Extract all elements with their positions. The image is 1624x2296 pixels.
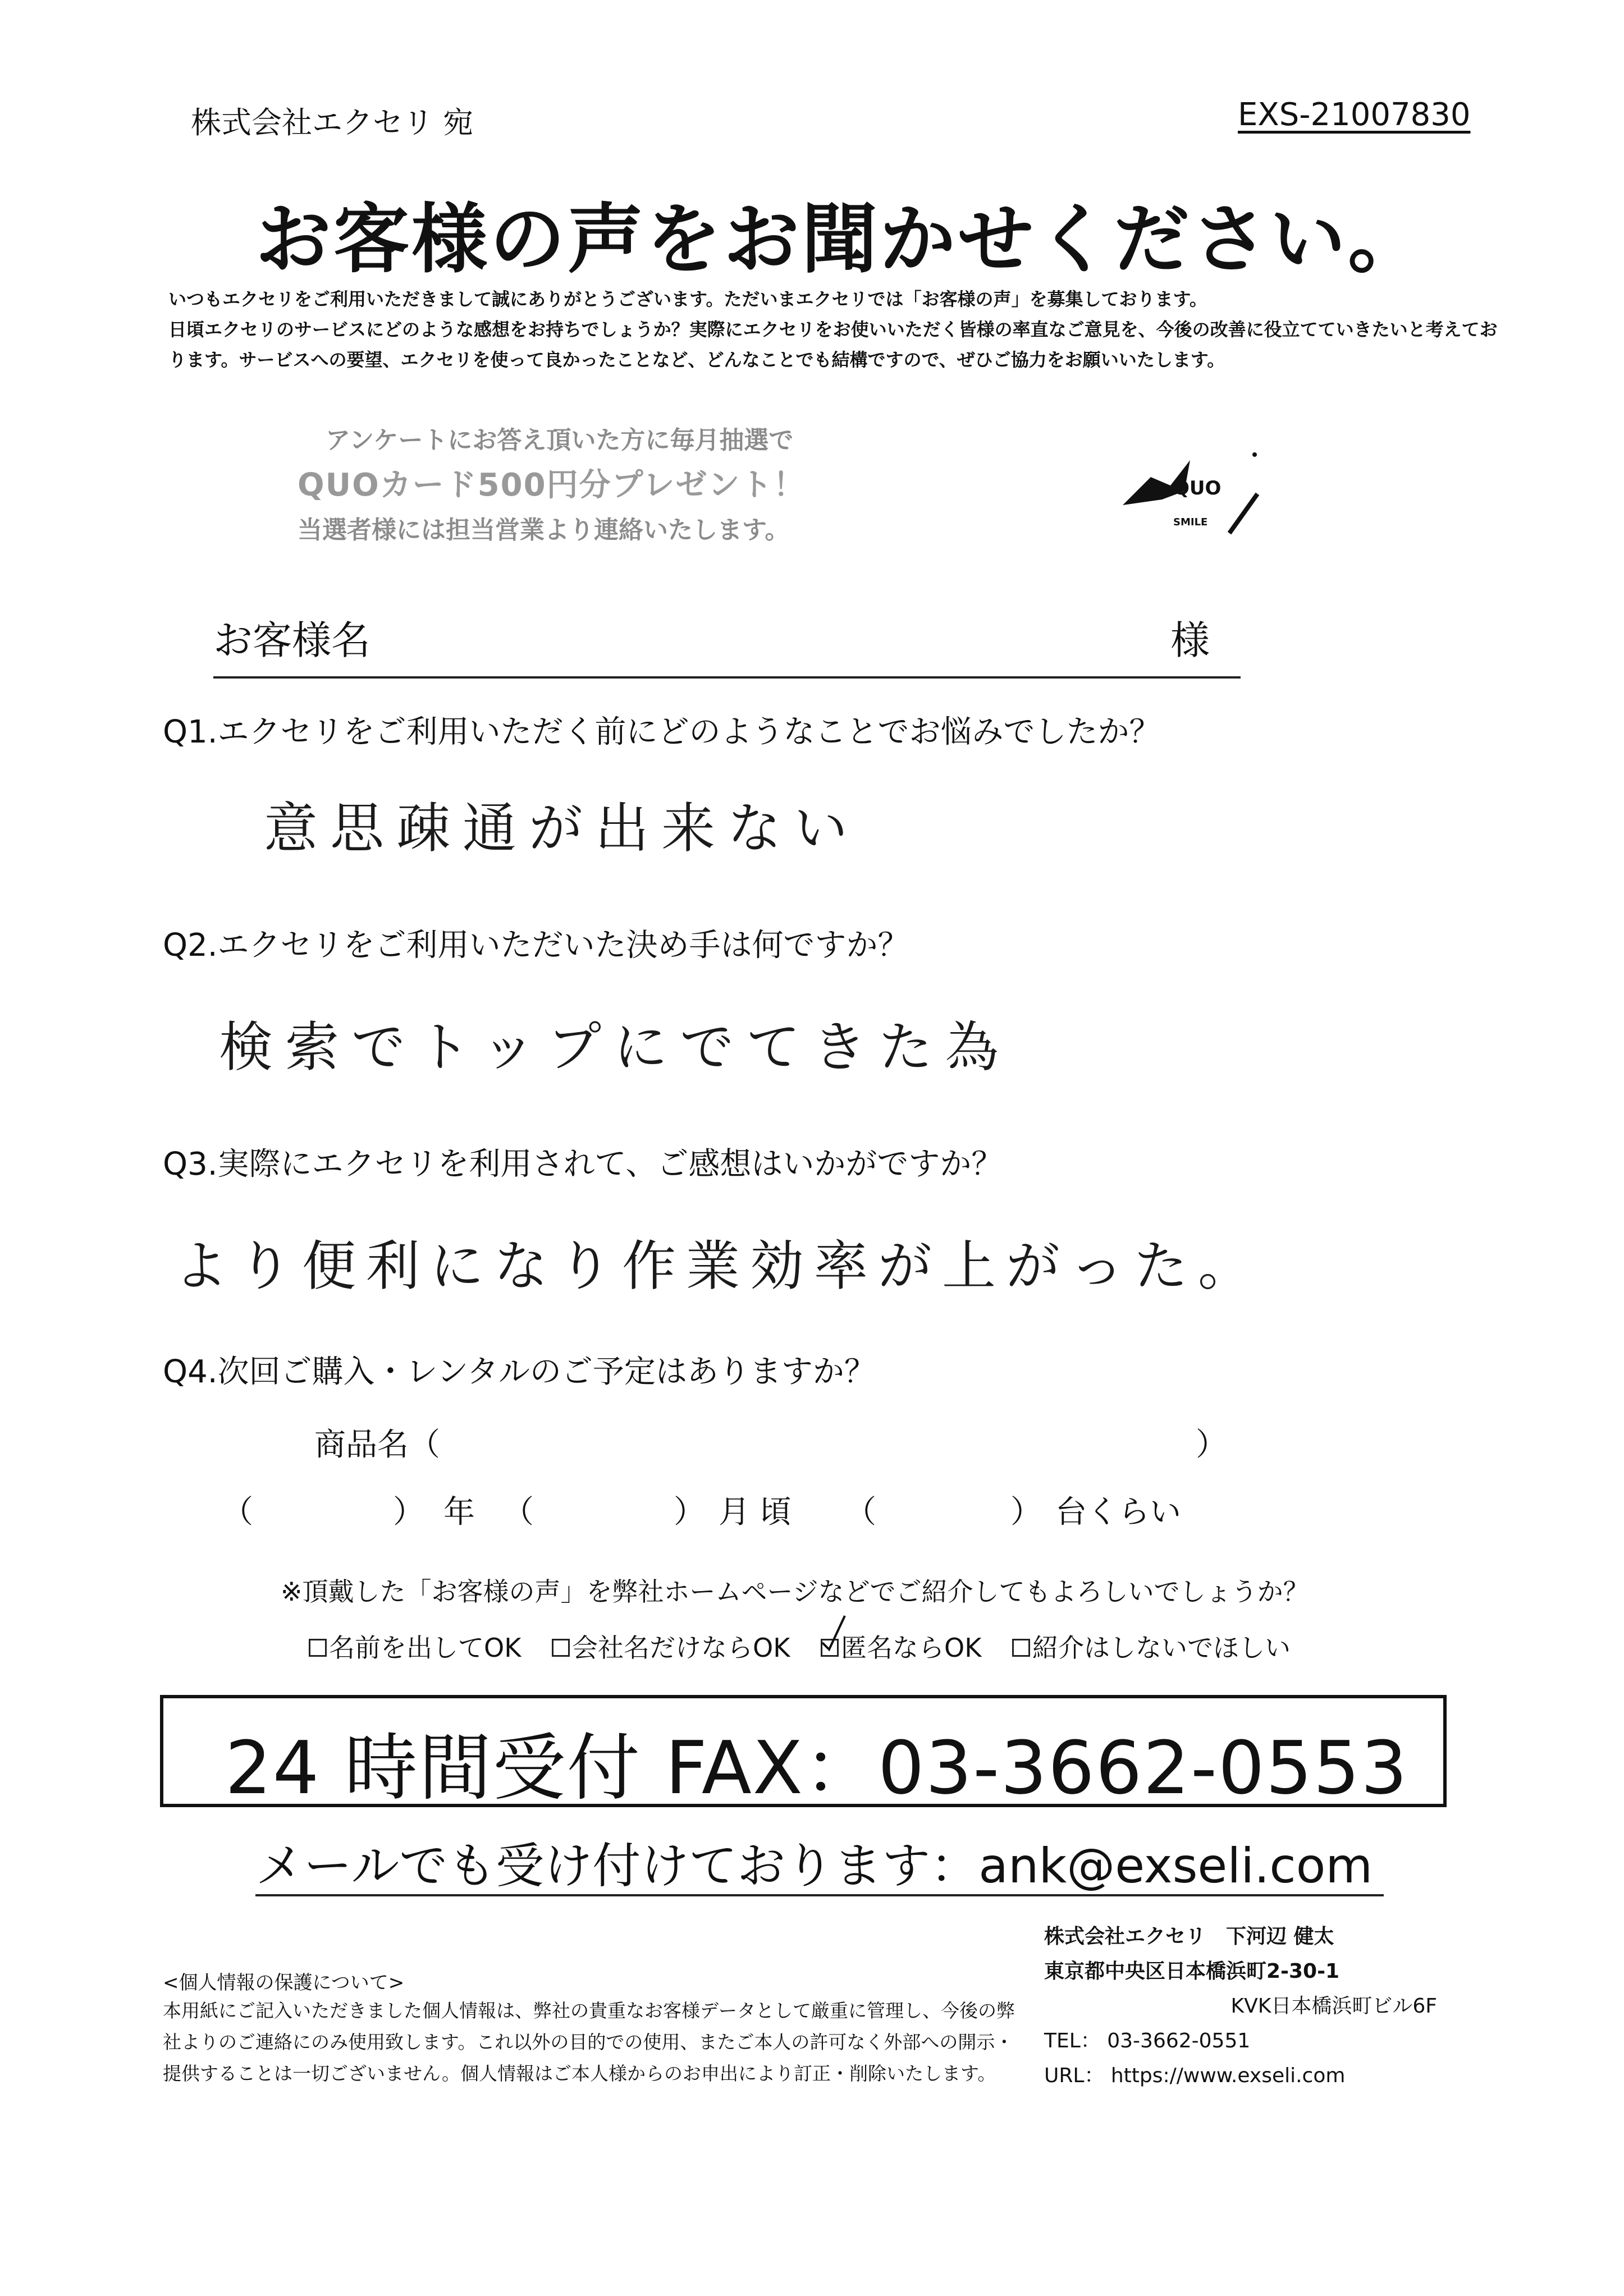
publish-question: ※頂戴した「お客様の声」を弊社ホームページなどでご紹介してもよろしいでしょうか？: [281, 1577, 1309, 1607]
intro-line-2: 日頃エクセリのサービスにどのような感想をお持ちでしょうか？実際にエクセリをお使いいただく皆様の率直なご意見を、今後の改善に役立てていきたいと考えております。サービスへの要望、エクセリを使って良かったことなど、どんなことでも結構ですので、ぜひご協力をお願いいたします。: [168, 319, 1498, 370]
intro-line-1: いつもエクセリをご利用いただきまして誠にありがとうございます。ただいまエクセリでは「お客様の声」を募集しております。: [168, 288, 1207, 310]
question-1: Q1.エクセリをご利用いただく前にどのようなことでお悩みでしたか？: [163, 714, 1161, 750]
campaign-notice: [298, 421, 999, 550]
checkbox-no-publish[interactable]: [1012, 1639, 1030, 1657]
product-name-close: ）: [1196, 1427, 1227, 1463]
year-paren-open: （: [222, 1494, 253, 1530]
year-paren-close: ）: [393, 1494, 424, 1530]
answer-1: 意思疎通が出来ない: [264, 797, 860, 860]
customer-name-underline: [213, 676, 1241, 679]
quo-logo-sub: SMILE: [1173, 516, 1208, 528]
quo-logo-text: QUO: [1173, 477, 1222, 499]
option-company-ok-label: 会社名だけならOK: [572, 1633, 790, 1663]
quo-card-logo: [1117, 438, 1263, 550]
company-name: 株式会社エクセリ 下河辺 健太: [1044, 1925, 1334, 1948]
company-info: [1044, 1919, 1471, 2093]
company-address-1: 東京都中央区日本橋浜町2-30-1: [1044, 1960, 1340, 1983]
customer-name-suffix: 様: [1170, 617, 1210, 663]
answer-2: 検索でトップにでてきた為: [219, 1016, 1012, 1079]
checkmark-icon: [820, 1614, 848, 1653]
option-name-ok-label: 名前を出してOK: [329, 1633, 521, 1663]
campaign-line-1: アンケートにお答え頂いた方に毎月抽選で: [326, 426, 794, 455]
units-paren-close: ）: [1010, 1494, 1042, 1530]
company-tel: TEL： 03-3662-0551: [1044, 2029, 1251, 2052]
checkbox-company-ok[interactable]: [552, 1639, 570, 1657]
page-title: お客様の声をお聞かせください。: [255, 195, 1426, 283]
form-id: EXS-21007830: [1238, 97, 1471, 133]
option-anonymous-ok-label: 匿名ならOK: [841, 1633, 982, 1663]
units-label: 台くらい: [1055, 1494, 1181, 1530]
option-anonymous-ok[interactable]: [821, 1633, 981, 1663]
checkbox-name-ok[interactable]: [309, 1639, 327, 1657]
publish-options: [309, 1628, 1291, 1665]
email-underline: [255, 1894, 1384, 1896]
question-4: Q4.次回ご購入・レンタルのご予定はありますか？: [163, 1354, 876, 1390]
product-name-label: 商品名（: [314, 1427, 440, 1463]
campaign-line-2: QUOカード500円分プレゼント！: [298, 467, 806, 503]
email-line: メールでも受け付けております：ank@exseli.com: [255, 1838, 1373, 1894]
units-paren-open: （: [845, 1494, 876, 1530]
customer-name-label: お客様名: [213, 617, 370, 663]
company-url[interactable]: URL： https://www.exseli.com: [1044, 2064, 1346, 2087]
option-company-ok[interactable]: [552, 1633, 790, 1663]
month-label: 月 頃: [719, 1494, 792, 1530]
question-2: Q2.エクセリをご利用いただいた決め手は何ですか？: [163, 927, 909, 964]
year-label: 年: [443, 1494, 475, 1530]
option-name-ok[interactable]: [309, 1633, 521, 1663]
month-paren-close: ）: [674, 1494, 705, 1530]
privacy-heading: <個人情報の保護について>: [163, 1972, 405, 1994]
campaign-line-3: 当選者様には担当営業より連絡いたします。: [298, 516, 790, 544]
checkbox-anonymous-ok[interactable]: [821, 1639, 839, 1657]
option-no-publish[interactable]: [1012, 1633, 1291, 1663]
fax-text: 24 時間受付 FAX：03-3662-0553: [225, 1725, 1408, 1811]
intro-text: [168, 284, 1499, 375]
option-no-publish-label: 紹介はしないでほしい: [1032, 1633, 1291, 1663]
question-3: Q3.実際にエクセリを利用されて、ご感想はいかがですか？: [163, 1146, 1003, 1183]
answer-3: より便利になり作業効率が上がった。: [174, 1235, 1262, 1298]
fax-box: [160, 1695, 1447, 1811]
addressee: 株式会社エクセリ 宛: [191, 105, 474, 140]
privacy-body: 本用紙にご記入いただきました個人情報は、弊社の貴重なお客様データとして厳重に管理し、今後の弊社よりのご連絡にのみ使用致します。これ以外の目的での使用、またご本人の許可なく外部への開示・提供することは一切ございません。個人情報はご本人様からのお申出により訂正・削除いたします。: [163, 2000, 1015, 2084]
month-paren-open: （: [502, 1494, 534, 1530]
company-address-2: KVK日本橋浜町ビル6F: [1230, 1995, 1437, 2018]
